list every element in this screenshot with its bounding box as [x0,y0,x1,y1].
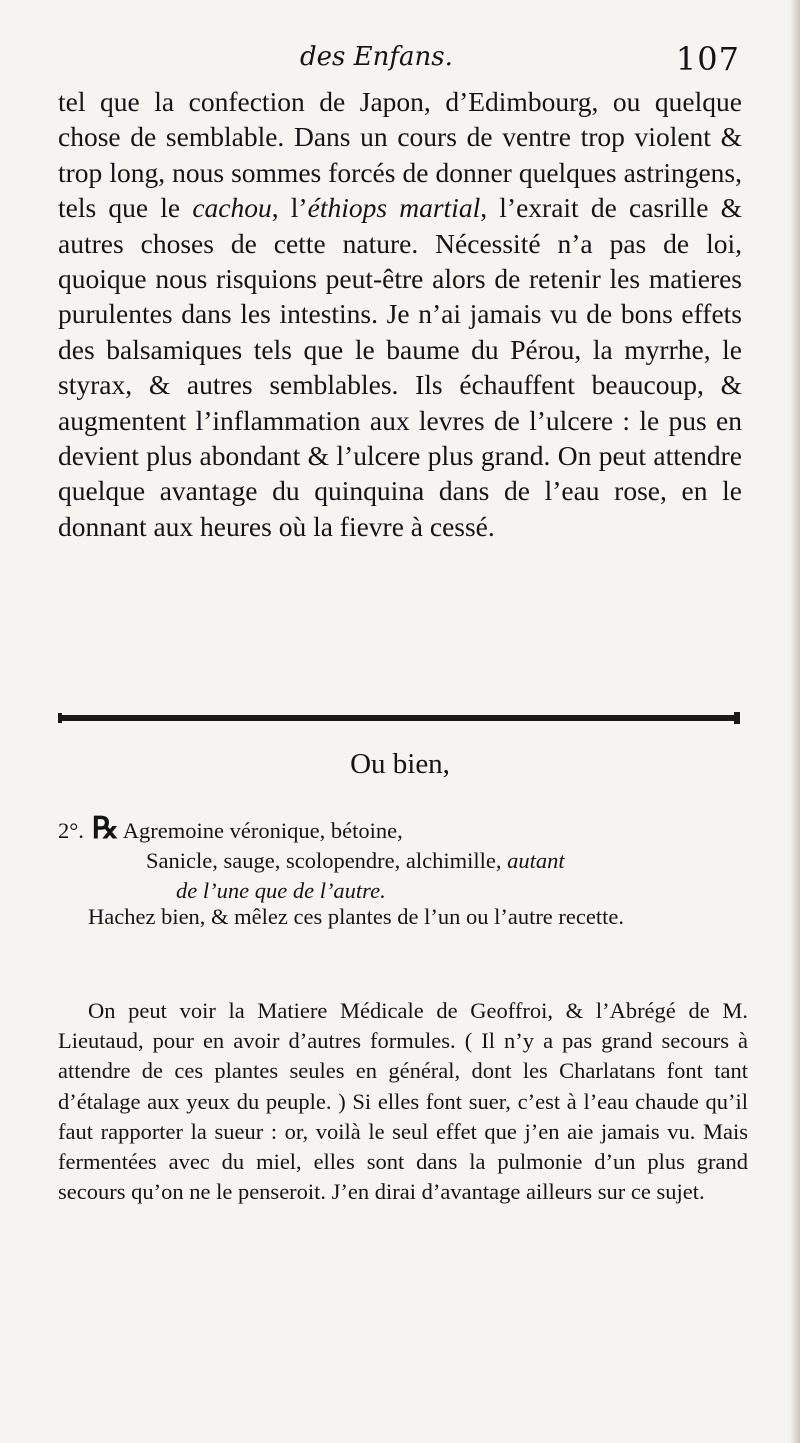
section-divider-rule [58,712,740,724]
rule-right-cap [734,712,740,724]
recipe-line-2 [58,846,748,876]
recipe-symbol: ℞ [91,812,119,845]
closing-paragraph [58,996,748,1207]
recipe-line-2-italic: autant [507,848,565,873]
italic-term-cachou: cachou [192,192,272,224]
recipe-note-text: Hachez bien, & mêlez ces plantes de l’un ou l’autre recette. [88,904,624,929]
main-text-segment-2: , l’ [271,192,308,224]
italic-term-ethiops: éthiops martial [307,192,481,224]
closing-paragraph-text: On peut voir la Matiere Médicale de Geoffroi, & l’Abrégé de M. Lieutaud, pour en avoir d’autres formules. ( Il n’y a pas grand secours à attendre de ces plantes seules en général, dont les Charlatans font tant d’étalage aux yeux du peuple. ) Si elles font suer, c’est à l’eau chaude qu’il faut rapporter la sueur : or, voilà le seul effet que j’en aie jamais vu. Mais fermentées avec du miel, elles sont dans la pulmonie d’un plus grand secours qu’on ne le penseroit. J’en dirai d’avantage ailleurs sur ce sujet. [58,998,748,1205]
main-paragraph [58,84,742,544]
recipe-block [58,814,748,906]
section-heading: Ou bien, [350,748,450,780]
recipe-number: 2°. [58,818,84,843]
recipe-line-3-italic: de l’une que de l’autre. [176,878,386,903]
page-edge-shadow [790,0,800,1443]
page-header [60,40,740,90]
rule-bar [58,715,738,721]
main-text-segment-1: tel que la confection de Japon, d’Edimbourg, ou quelque chose de semblable. Dans un cours de ventre trop violent & trop long, nous sommes forcés de donner quelques astringens, tels que le [58,86,742,224]
recipe-line-1-text: Agremoine véronique, bétoine, [122,818,403,843]
page-number: 107 [675,40,740,78]
recipe-line-2-text: Sanicle, sauge, scolopendre, alchimille, [146,848,508,873]
main-paragraph-text [58,84,742,544]
recipe-line-1 [58,814,748,846]
recipe-note [58,902,748,931]
running-title: des Enfans. [300,42,453,72]
main-text-segment-3: , l’exrait de casrille & autres choses de cette nature. Nécessité n’a pas de loi, quoique nous risquions peut-être alors de retenir les matieres purulentes dans les intestins. Je n’ai jamais vu de bons effets des balsamiques tels que le baume du Pérou, la myrrhe, le styrax, & autres semblables. Ils échauffent beaucoup, & augmentent l’inflammation aux levres de l’ulcere : le pus en devient plus abondant & l’ulcere plus grand. On peut attendre quelque avantage du quinquina dans de l’eau rose, en le donnant aux heures où la fievre à cessé. [58,192,742,542]
